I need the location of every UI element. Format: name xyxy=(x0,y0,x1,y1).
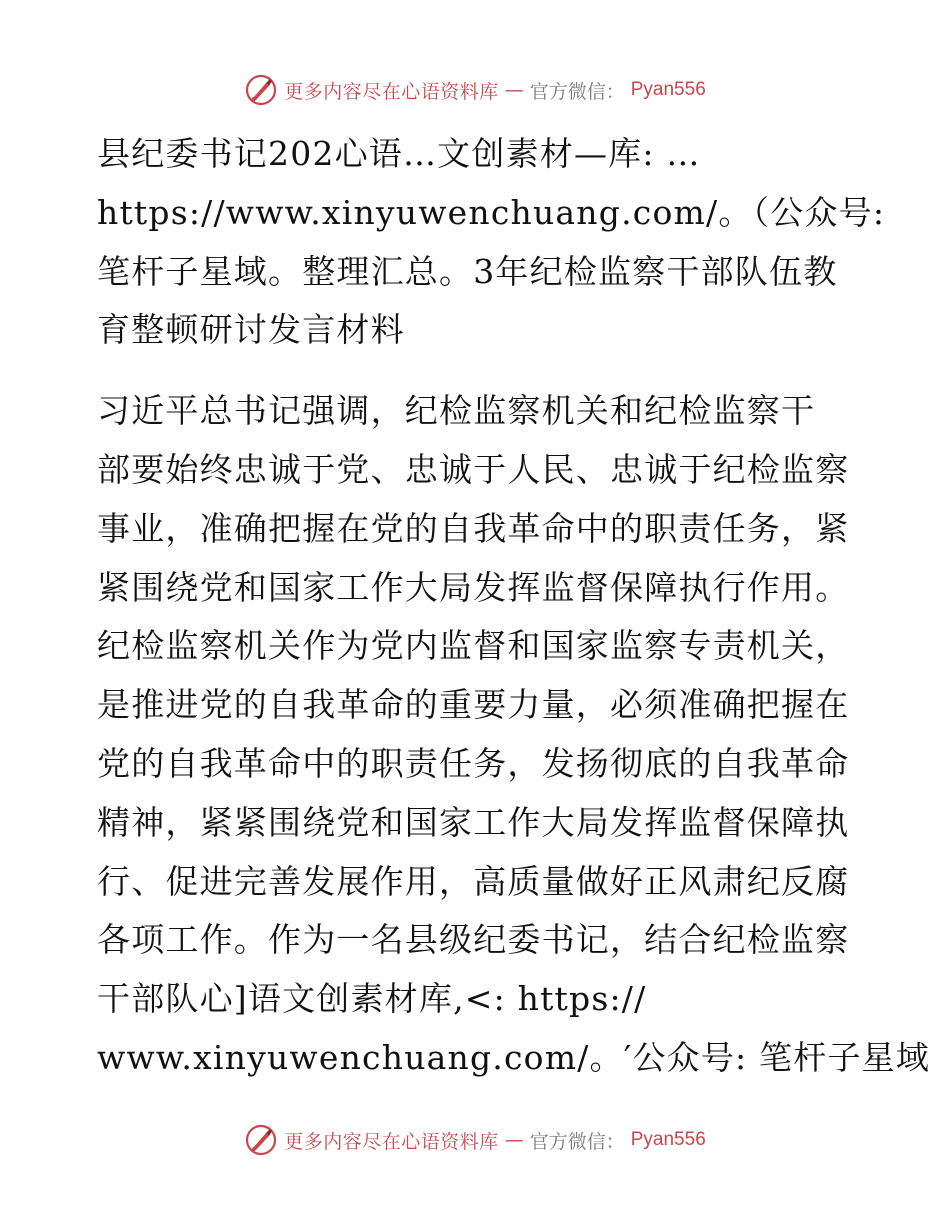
text-line: 纪检监察机关作为党内监督和国家监察专责机关， xyxy=(97,626,850,666)
text-line: https://www.xinyuwenchuang.com/。（公众号: xyxy=(97,192,886,232)
text-line: 县纪委书记202心语…文创素材—库: … xyxy=(97,134,701,173)
watermark-official-label: 官方微信： xyxy=(529,1130,625,1153)
watermark-site-text: 更多内容尽在心语资料库 xyxy=(284,80,499,103)
text-line: 部要始终忠诚于党、忠诚于人民、忠诚于纪检监察 xyxy=(97,449,850,489)
brush-pen-logo-icon xyxy=(244,73,278,107)
text-line: 干部队心]语文创素材库,<: https:// xyxy=(97,979,647,1019)
text-line: 笔杆子星域。整理汇总。3年纪检监察干部队伍教 xyxy=(97,251,838,291)
text-line: 育整顿研讨发言材料 xyxy=(97,310,405,350)
text-line: 各项工作。作为一名县级纪委书记，结合纪检监察 xyxy=(97,920,850,960)
watermark-site-text: 更多内容尽在心语资料库 xyxy=(284,1130,499,1153)
text-line: www.xinyuwenchuang.com/。′公众号: 笔杆子星域 xyxy=(97,1037,931,1077)
text-line: 精神，紧紧围绕党和国家工作大局发挥监督保障执 xyxy=(97,802,850,842)
brush-pen-logo-icon xyxy=(244,1123,278,1157)
text-line: 事业，准确把握在党的自我革命中的职责任务，紧 xyxy=(97,508,850,548)
text-line: 党的自我革命中的职责任务，发扬彻底的自我革命 xyxy=(97,743,850,783)
watermark-separator: — xyxy=(504,79,524,101)
document-body xyxy=(97,125,931,1088)
watermark-wechat-id: Pyan556 xyxy=(630,1129,706,1150)
text-line: 习近平总书记强调，纪检监察机关和纪检监察干 xyxy=(97,391,816,431)
watermark-official-label: 官方微信： xyxy=(529,80,625,103)
text-line: 紧围绕党和国家工作大局发挥监督保障执行作用。 xyxy=(97,567,850,607)
text-line: 是推进党的自我革命的重要力量，必须准确把握在 xyxy=(97,685,850,725)
watermark-wechat-id: Pyan556 xyxy=(630,79,706,100)
paragraph-main xyxy=(97,382,931,1088)
paragraph-intro xyxy=(97,125,886,360)
watermark-separator: — xyxy=(504,1129,524,1151)
header-watermark xyxy=(0,72,950,108)
footer-watermark xyxy=(0,1122,950,1158)
text-line: 行、促进完善发展作用，高质量做好正风肃纪反腐 xyxy=(97,861,850,901)
